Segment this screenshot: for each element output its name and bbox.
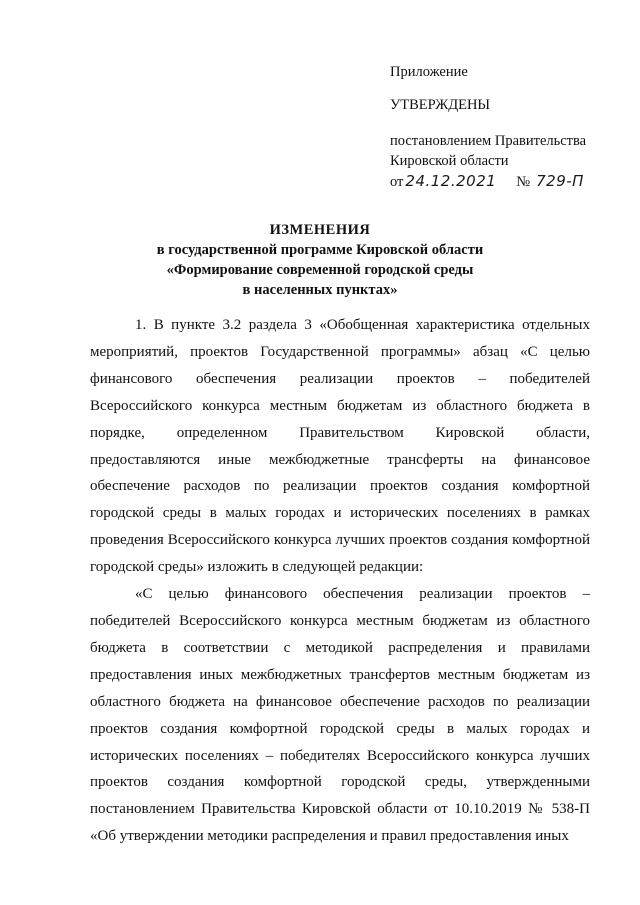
approved-label: УТВЕРЖДЕНЫ — [390, 97, 491, 113]
title-line-4: в населенных пунктах» — [242, 282, 398, 298]
document-title — [0, 220, 640, 300]
decree-line-2: Кировской области — [390, 153, 509, 169]
title-line-1: ИЗМЕНЕНИЯ — [269, 222, 371, 238]
date-prefix: от — [390, 174, 404, 190]
number-sign: № — [516, 174, 531, 190]
decree-date-number-line — [390, 171, 586, 192]
title-line-3: «Формирование современной городской среды — [166, 262, 474, 278]
handwritten-date: 24.12.2021 — [405, 172, 497, 190]
handwritten-number: 729-П — [536, 172, 584, 190]
body-paragraph-1: 1. В пункте 3.2 раздела 3 «Обобщенная характеристика отдельных мероприятий, проектов Государственной программы» абзац «С целью финансового обеспечения реализации проектов – победителей Всероссийского конкурса местным бюджетам из областного бюджета в порядке, определенном Правительством Кировской области, предоставляются иные межбюджетные трансферты на финансовое обеспечение расходов по реализации проектов создания комфортной городской среды в малых городах и исторических поселениях в рамках проведения Всероссийского конкурса лучших проектов создания комфортной городской среды» изложить в следующей редакции: — [90, 317, 590, 576]
body-paragraph-2: «С целью финансового обеспечения реализации проектов – победителей Всероссийского конкурса местным бюджетам из областного бюджета в соответствии с методикой распределения и правилами предоставления иных межбюджетных трансфертов местным бюджетам из областного бюджета на финансовое обеспечение расходов по реализации проектов создания комфортной городской среды в малых городах и исторических поселениях – победителях Всероссийского конкурса лучших проектов создания комфортной городской среды, утвержденными постановлением Правительства Кировской области от 10.10.2019 № 538-П «Об утверждении методики распределения и правил предоставления иных — [90, 586, 590, 845]
approval-decree — [390, 131, 586, 192]
title-line-2: в государственной программе Кировской области — [156, 242, 484, 258]
appendix-label: Приложение — [390, 64, 468, 80]
document-body — [90, 312, 590, 850]
decree-line-1: постановлением Правительства — [390, 133, 587, 149]
